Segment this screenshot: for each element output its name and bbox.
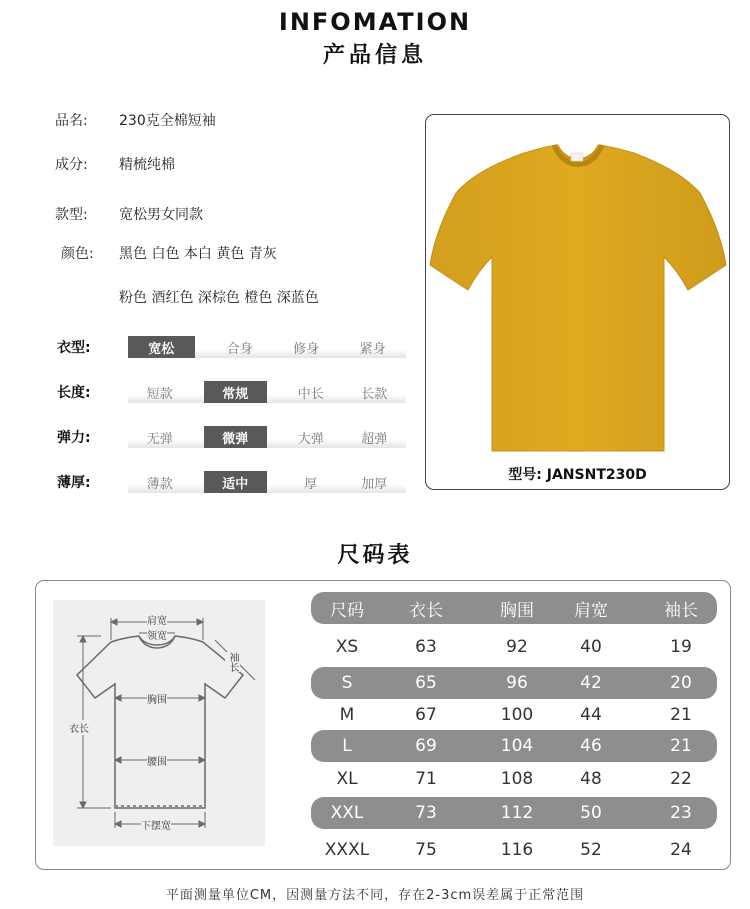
cell-size: XL (336, 769, 358, 789)
measurement-diagram (53, 600, 265, 846)
cell-shoulder: 48 (580, 769, 602, 789)
attr-option-selected: 常规 (204, 381, 268, 403)
cell-shoulder: 44 (580, 705, 602, 725)
cell-shoulder: 52 (580, 840, 602, 860)
cell-shoulder: 40 (580, 637, 602, 657)
cell-chest: 112 (500, 803, 534, 823)
attr-option: 薄款 (146, 476, 173, 492)
size-table-row (311, 699, 717, 731)
cell-size: L (342, 736, 352, 756)
attr-option: 合身 (226, 341, 253, 357)
attr-option: 紧身 (359, 341, 386, 357)
cell-length: 73 (415, 803, 437, 823)
col-header-chest: 胸围 (500, 600, 534, 621)
product-photo-card (425, 114, 730, 490)
page-title-en: INFOMATION (278, 8, 472, 36)
cell-size: XXXL (324, 840, 370, 860)
cell-length: 63 (415, 637, 437, 657)
attr-option-selected: 宽松 (128, 336, 195, 358)
cell-chest: 104 (500, 736, 534, 756)
cell-size: M (339, 705, 355, 725)
cell-size: XXL (330, 803, 364, 823)
diagram-label-length: 衣长 (69, 720, 89, 735)
size-table-row (311, 667, 717, 699)
cell-chest: 92 (506, 637, 528, 657)
attr-option: 无弹 (146, 431, 173, 447)
cell-shoulder: 50 (580, 803, 602, 823)
cell-length: 65 (415, 673, 437, 693)
attr-option-selected: 微弹 (204, 426, 268, 448)
diagram-label-collar: 领宽 (147, 627, 167, 642)
attr-row-length (128, 381, 406, 403)
attr-label-thickness: 薄厚: (57, 475, 91, 491)
info-label-material: 成分: (55, 157, 88, 173)
attr-option: 大弹 (297, 431, 324, 447)
size-table-row (311, 834, 717, 866)
info-label-style: 款型: (55, 207, 88, 223)
cell-length: 75 (415, 840, 437, 860)
attr-row-stretch (128, 426, 406, 448)
attr-option: 短款 (146, 386, 173, 402)
diagram-label-shoulder: 肩宽 (147, 612, 167, 627)
info-value-colors-line2: 粉色 酒红色 深棕色 橙色 深蓝色 (119, 290, 319, 306)
attr-row-thickness (128, 471, 406, 493)
size-table-row (311, 763, 717, 795)
tshirt-image (426, 115, 728, 455)
cell-sleeve: 21 (670, 705, 692, 725)
size-table-row (311, 730, 717, 762)
cell-size: S (341, 673, 353, 693)
size-table-row (311, 631, 717, 663)
info-value-material: 精梳纯棉 (119, 157, 175, 173)
cell-sleeve: 23 (670, 803, 692, 823)
cell-sleeve: 21 (670, 736, 692, 756)
cell-length: 71 (415, 769, 437, 789)
attr-option: 中长 (297, 386, 324, 402)
cell-chest: 96 (506, 673, 528, 693)
cell-shoulder: 42 (580, 673, 602, 693)
diagram-label-hem: 下摆宽 (141, 817, 171, 832)
attr-option: 长款 (361, 386, 388, 402)
diagram-label-sleeve: 袖长 (227, 652, 238, 672)
col-header-size: 尺码 (330, 600, 364, 621)
info-value-colors-line1: 黑色 白色 本白 黄色 青灰 (119, 246, 277, 262)
cell-sleeve: 24 (670, 840, 692, 860)
size-table-header (311, 592, 717, 624)
size-table-row (311, 797, 717, 829)
diagram-label-chest: 胸围 (147, 691, 167, 706)
cell-length: 69 (415, 736, 437, 756)
attr-option: 加厚 (361, 476, 388, 492)
cell-sleeve: 20 (670, 673, 692, 693)
size-chart-title: 尺码表 (337, 543, 413, 568)
col-header-sleeve: 袖长 (664, 600, 698, 621)
page-title-cn: 产品信息 (322, 43, 427, 68)
attr-label-length: 长度: (57, 385, 91, 401)
cell-length: 67 (415, 705, 437, 725)
info-label-name: 品名: (55, 113, 88, 129)
cell-chest: 100 (500, 705, 534, 725)
attr-option: 厚 (304, 476, 318, 492)
info-value-name: 230克全棉短袖 (119, 113, 216, 129)
attr-label-stretch: 弹力: (57, 430, 91, 446)
col-header-shoulder: 肩宽 (574, 600, 608, 621)
model-number: 型号: JANSNT230D (508, 467, 647, 483)
cell-sleeve: 22 (670, 769, 692, 789)
attr-option: 超弹 (361, 431, 388, 447)
measurement-note: 平面测量单位CM，因测量方法不同，存在2-3cm误差属于正常范围 (165, 888, 585, 903)
cell-sleeve: 19 (670, 637, 692, 657)
attr-label-fit: 衣型: (57, 340, 91, 356)
attr-row-fit (128, 336, 406, 358)
cell-chest: 116 (500, 840, 534, 860)
col-header-length: 衣长 (409, 600, 443, 621)
cell-size: XS (335, 637, 359, 657)
cell-chest: 108 (500, 769, 534, 789)
attr-option-selected: 适中 (204, 471, 268, 493)
diagram-label-waist: 腰围 (147, 753, 167, 768)
cell-shoulder: 46 (580, 736, 602, 756)
attr-option: 修身 (293, 341, 320, 357)
info-value-style: 宽松男女同款 (119, 207, 203, 223)
info-label-colors: 颜色: (61, 246, 94, 262)
